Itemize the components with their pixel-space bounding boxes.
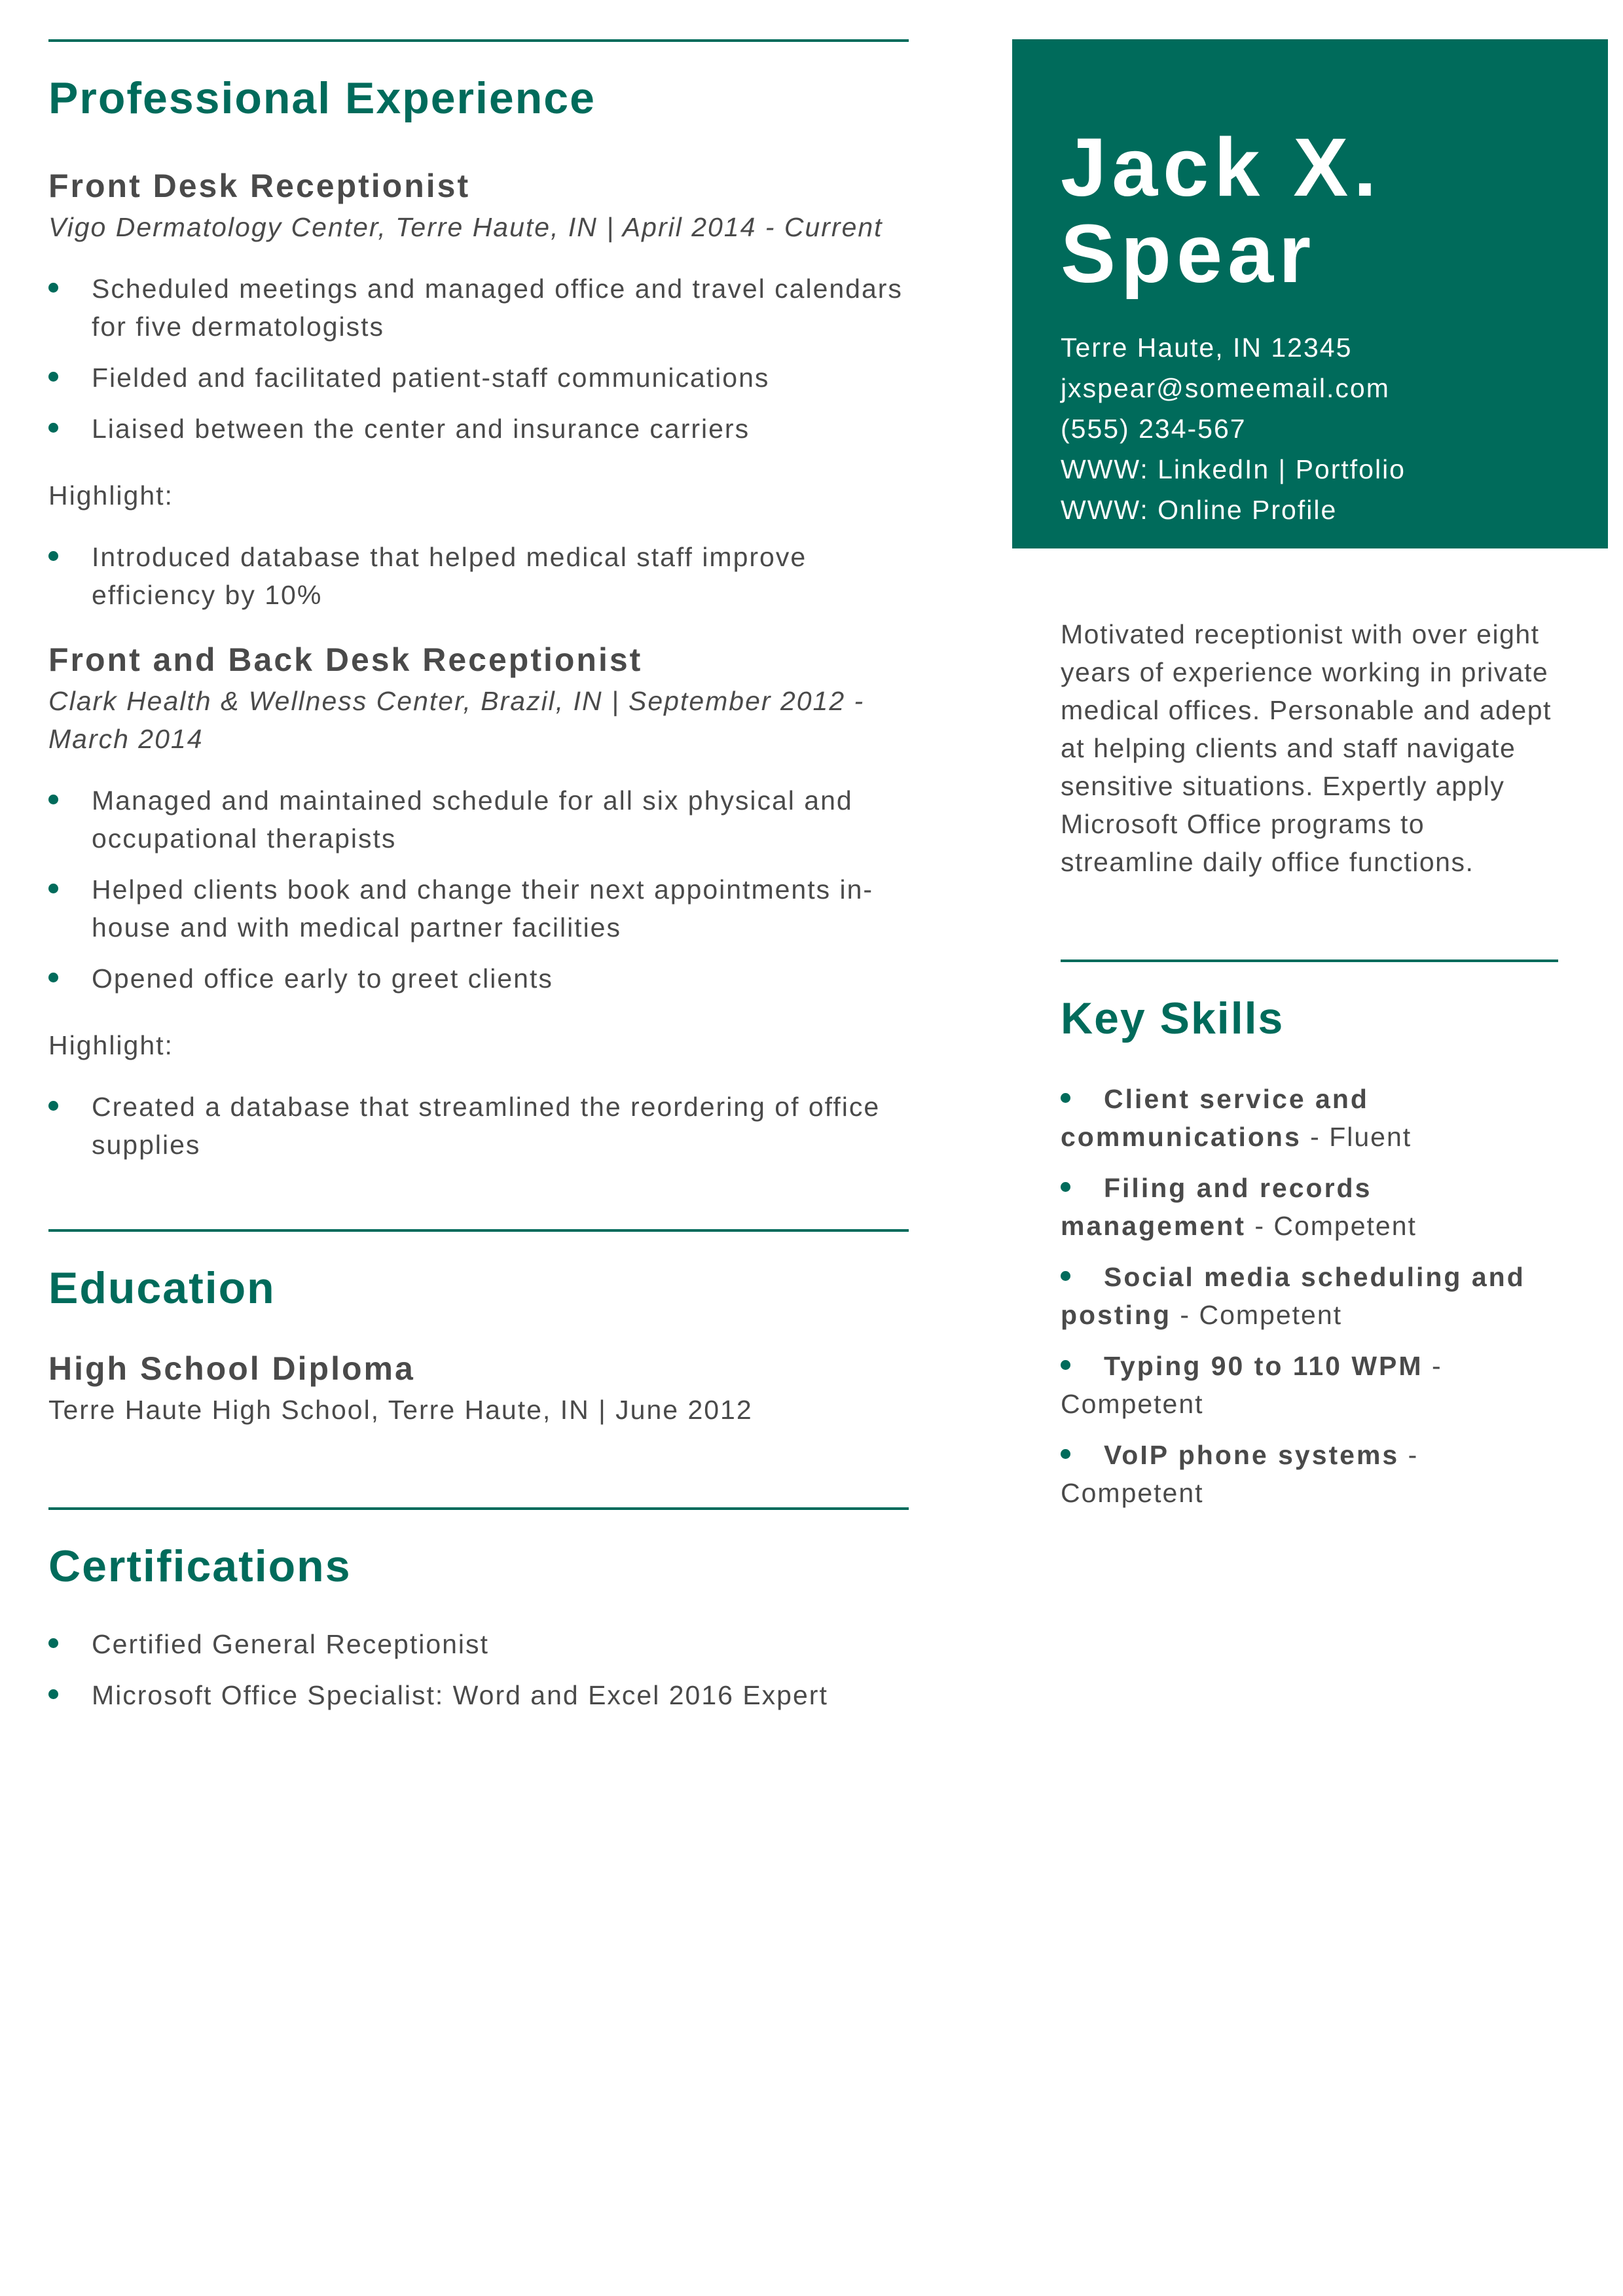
experience-heading: Professional Experience	[48, 73, 596, 123]
list-item: Certified General Receptionist	[48, 1625, 909, 1663]
list-item: Liaised between the center and insurance carriers	[48, 410, 909, 448]
job-entry	[48, 166, 909, 614]
contact-info	[1061, 327, 1559, 530]
bullet-icon	[48, 1638, 58, 1648]
list-item: Introduced database that helped medical staff improve efficiency by 10%	[48, 538, 909, 614]
bullet-icon	[48, 283, 58, 293]
skills-heading: Key Skills	[1061, 994, 1285, 1043]
school-meta: Terre Haute High School, Terre Haute, IN | June 2012	[48, 1395, 753, 1426]
section-divider	[48, 39, 909, 42]
bullet-icon	[1061, 1182, 1070, 1192]
left-column	[48, 39, 909, 1727]
list-item: Opened office early to greet clients	[48, 960, 909, 997]
job-entry	[48, 640, 909, 1164]
highlight-list	[48, 538, 909, 614]
job-title: Front and Back Desk Receptionist	[48, 641, 643, 678]
online-profile-link[interactable]: WWW: Online Profile	[1061, 495, 1338, 525]
bullet-icon	[48, 795, 58, 804]
address: Terre Haute, IN 12345	[1061, 332, 1353, 363]
list-item: Filing and records management - Competent	[1061, 1172, 1417, 1241]
section-divider	[48, 1507, 909, 1510]
highlight-label: Highlight:	[48, 1030, 173, 1060]
list-item: Created a database that streamlined the reordering of office supplies	[48, 1088, 909, 1164]
name-header	[1012, 39, 1608, 548]
certifications-list	[48, 1625, 909, 1714]
right-column	[1061, 615, 1558, 1525]
list-item: VoIP phone systems - Competent	[1061, 1439, 1419, 1508]
certifications-heading: Certifications	[48, 1541, 352, 1592]
phone: (555) 234-567	[1061, 414, 1247, 444]
bullet-icon	[48, 1101, 58, 1111]
section-divider	[48, 1229, 909, 1232]
bullet-icon	[48, 423, 58, 433]
degree-title: High School Diploma	[48, 1350, 415, 1388]
list-item: Social media scheduling and posting - Competent	[1061, 1261, 1525, 1330]
list-item: Helped clients book and change their next appointments in-house and with medical partner facilities	[48, 870, 909, 946]
bullet-icon	[48, 973, 58, 982]
list-item: Managed and maintained schedule for all six physical and occupational therapists	[48, 781, 909, 857]
job-bullets	[48, 781, 909, 997]
job-title: Front Desk Receptionist	[48, 167, 471, 204]
candidate-name: Jack X. Spear	[1061, 121, 1382, 300]
bullet-icon	[48, 1689, 58, 1699]
web-links[interactable]: WWW: LinkedIn | Portfolio	[1061, 454, 1406, 484]
job-meta: Vigo Dermatology Center, Terre Haute, IN | April 2014 - Current	[48, 211, 883, 242]
education-heading: Education	[48, 1263, 276, 1313]
list-item: Typing 90 to 110 WPM - Competent	[1061, 1350, 1442, 1419]
list-item: Fielded and facilitated patient-staff communications	[48, 359, 909, 397]
bullet-icon	[1061, 1271, 1070, 1281]
bullet-icon	[1061, 1449, 1070, 1459]
bullet-icon	[48, 551, 58, 561]
list-item: Scheduled meetings and managed office and travel calendars for five dermatologists	[48, 270, 909, 346]
job-bullets	[48, 270, 909, 448]
skills-list	[1061, 1080, 1558, 1512]
email-link[interactable]: jxspear@someemail.com	[1061, 373, 1390, 403]
list-item: Microsoft Office Specialist: Word and Excel 2016 Expert	[48, 1676, 909, 1714]
bullet-icon	[48, 372, 58, 382]
bullet-icon	[1061, 1360, 1070, 1370]
section-divider	[1061, 960, 1558, 962]
job-meta: Clark Health & Wellness Center, Brazil, IN | September 2012 - March 2014	[48, 685, 865, 754]
highlight-label: Highlight:	[48, 480, 173, 511]
summary-text: Motivated receptionist with over eight years of experience working in private medical offices. Personable and adept at helping clients and staff navigate sensitive situations. Expertly apply Microsoft Office programs to streamline daily office functions.	[1061, 619, 1552, 877]
bullet-icon	[48, 884, 58, 893]
bullet-icon	[1061, 1093, 1070, 1103]
list-item: Client service and communications - Fluent	[1061, 1083, 1412, 1152]
highlight-list	[48, 1088, 909, 1164]
